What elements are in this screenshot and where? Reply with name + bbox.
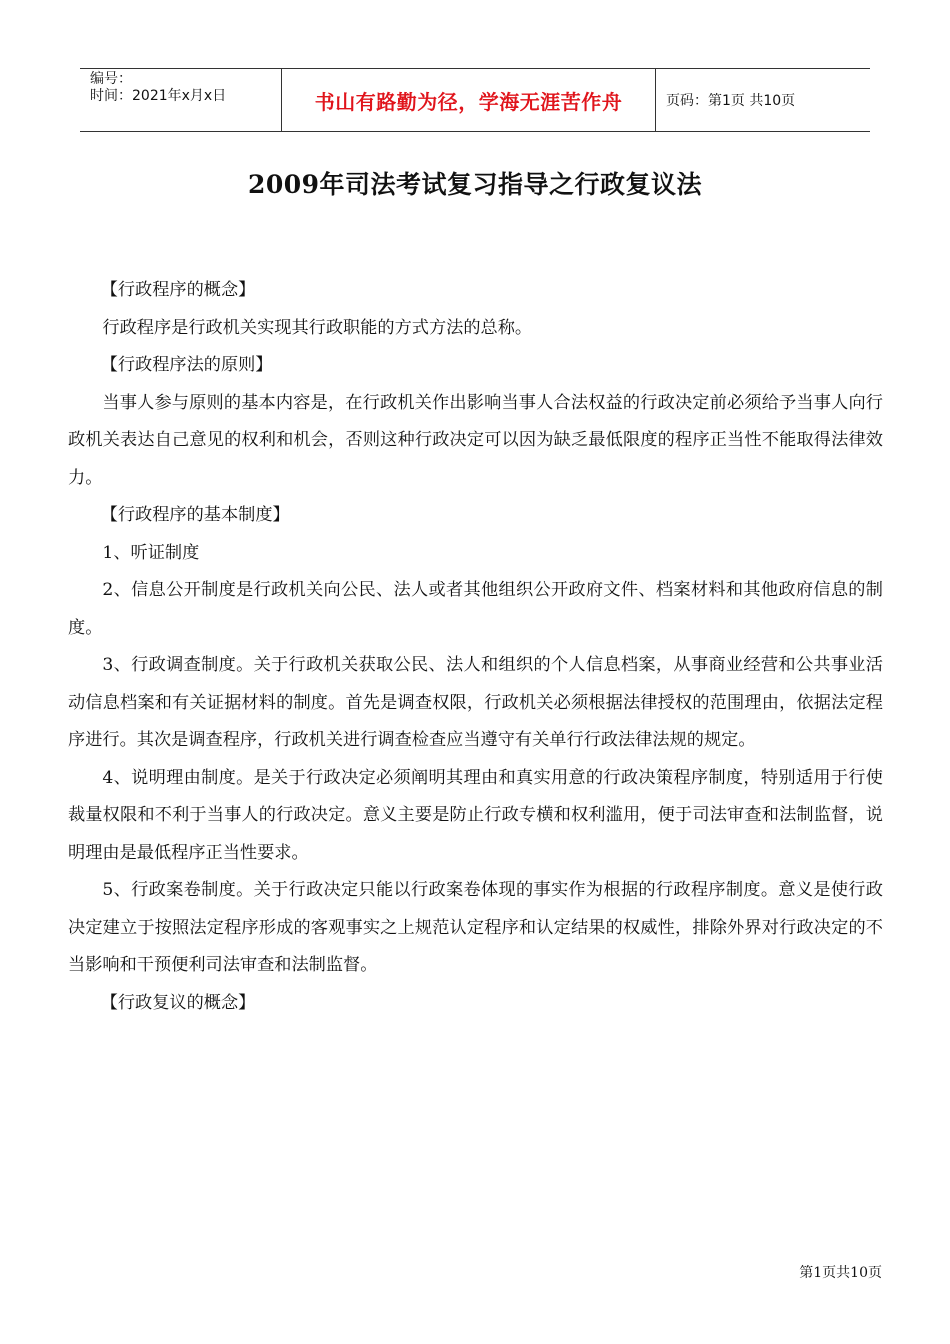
section-heading: 【行政复议的概念】 <box>100 992 256 1013</box>
paragraph: 3、行政调查制度。关于行政机关获取公民、法人和组织的个人信息档案，从事商业经营和公共事业活动信息档案和有关证据材料的制度。首先是调查权限，行政机关必须根据法律授权的范围理由，依据法定程序进行。其次是调查程序，行政机关进行调查检查应当遵守有关单行行政法律法规的规定。 <box>68 655 883 750</box>
document-body <box>68 272 883 1022</box>
header-motto: 书山有路勤为径，学海无涯苦作舟 <box>282 69 656 131</box>
paragraph: 5、行政案卷制度。关于行政决定只能以行政案卷体现的事实作为根据的行政程序制度。意义是使行政决定建立于按照法定程序形成的客观事实之上规范认定程序和认定结果的权威性，排除外界对行政决定的不当影响和干预便利司法审查和法制监督。 <box>68 880 883 975</box>
page-footer: 第1页共10页 <box>799 1265 882 1281</box>
paragraph: 2、信息公开制度是行政机关向公民、法人或者其他组织公开政府文件、档案材料和其他政府信息的制度。 <box>68 580 883 638</box>
header-meta-cell <box>80 69 282 131</box>
header-table <box>80 68 870 132</box>
paragraph: 当事人参与原则的基本内容是，在行政机关作出影响当事人合法权益的行政决定前必须给予当事人向行政机关表达自己意见的权利和机会，否则这种行政决定可以因为缺乏最低限度的程序正当性不能取得法律效力。 <box>68 392 883 488</box>
paragraph: 行政程序是行政机关实现其行政职能的方式方法的总称。 <box>102 317 533 338</box>
section-heading: 【行政程序的概念】 <box>100 280 256 300</box>
section-heading: 【行政程序法的原则】 <box>100 355 273 375</box>
section-heading: 【行政程序的基本制度】 <box>100 505 290 525</box>
date-label: 时间：2021年x月x日 <box>90 88 227 104</box>
paragraph: 1、听证制度 <box>102 542 200 563</box>
paragraph: 4、说明理由制度。是关于行政决定必须阐明其理由和真实用意的行政决策程序制度，特别适用于行使裁量权限和不利于当事人的行政决定。意义主要是防止行政专横和权利滥用，便于司法审查和法制监督，说明理由是最低程序正当性要求。 <box>68 767 883 863</box>
number-label: 编号： <box>90 71 132 87</box>
header-page-info: 页码：第1页 共10页 <box>666 93 796 109</box>
document-title: 2009年司法考试复习指导之行政复议法 <box>247 170 703 199</box>
